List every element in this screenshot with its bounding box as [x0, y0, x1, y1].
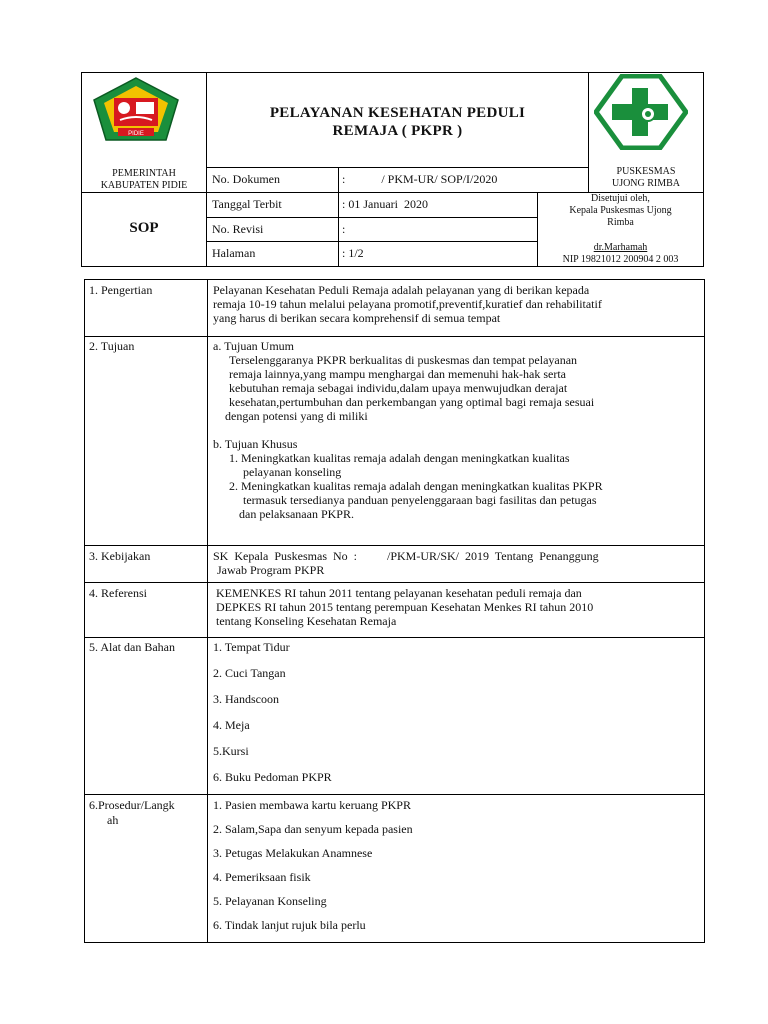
field-value-halaman: : 1/2	[342, 246, 364, 260]
referensi-line: DEPKES RI tahun 2015 tentang perempuan Kesehatan Menkes RI tahun 2010	[216, 600, 594, 614]
section-body-tujuan	[213, 339, 701, 521]
approval-line1: Disetujui oleh,	[591, 193, 650, 204]
kebijakan-line: SK Kepala Puskesmas No : /PKM-UR/SK/ 2019 Tentang Penanggung	[213, 549, 599, 563]
field-value-no-revisi: :	[342, 222, 346, 236]
sop-label: SOP	[129, 220, 159, 236]
section-body-pengertian	[213, 283, 701, 325]
field-label-tanggal-terbit: Tanggal Terbit	[212, 197, 282, 211]
field-label-no-revisi: No. Revisi	[212, 222, 264, 236]
referensi-line: KEMENKES RI tahun 2011 tentang pelayanan kesehatan peduli remaja dan	[216, 586, 582, 600]
field-value-no-dokumen: : / PKM-UR/ SOP/I/2020	[342, 172, 498, 186]
kebijakan-line: Jawab Program PKPR	[217, 563, 325, 577]
prosedur-item: 4. Pemeriksaan fisik	[213, 870, 311, 884]
right-org-line1: PUSKESMAS	[616, 166, 676, 177]
tujuan-khusus-line: 2. Meningkatkan kualitas remaja adalah dengan meningkatkan kualitas PKPR	[229, 479, 603, 493]
tujuan-khusus-line: termasuk tersedianya panduan penyelenggaraan bagi fasilitas dan petugas	[243, 493, 597, 507]
puskesmas-cross-icon	[594, 74, 688, 150]
field-value-tanggal-terbit: : 01 Januari 2020	[342, 197, 428, 211]
alat-item: 1. Tempat Tidur	[213, 640, 290, 654]
alat-item: 5.Kursi	[213, 744, 249, 758]
pidie-regency-emblem-icon	[92, 76, 180, 142]
page-title	[207, 104, 588, 140]
pengertian-line: yang harus di berikan secara komprehensif di semua tempat	[213, 311, 501, 325]
section-label-alat-bahan: 5. Alat dan Bahan	[89, 640, 175, 654]
approval-nip: NIP 19821012 200904 2 003	[562, 254, 679, 265]
section-label-prosedur	[89, 798, 207, 828]
tujuan-umum-heading: a. Tujuan Umum	[213, 339, 295, 353]
field-label-no-dokumen: No. Dokumen	[212, 172, 280, 186]
approval-name: dr.Marhamah	[593, 242, 648, 253]
left-org-line1: PEMERINTAH	[112, 168, 176, 179]
tujuan-khusus-line: dan pelaksanaan PKPR.	[239, 507, 354, 521]
left-logo-label: PIDIE	[128, 131, 144, 137]
tujuan-umum-line: Terselenggaranya PKPR berkualitas di puskesmas dan tempat pelayanan	[229, 353, 578, 367]
alat-item: 6. Buku Pedoman PKPR	[213, 770, 332, 784]
prosedur-item: 1. Pasien membawa kartu keruang PKPR	[213, 798, 411, 812]
field-label-halaman: Halaman	[212, 246, 256, 260]
section-body-referensi	[216, 586, 701, 628]
left-org-name	[82, 168, 206, 192]
pengertian-line: remaja 10-19 tahun melalui pelayana promotif,preventif,kuratief dan rehabilitatif	[213, 297, 602, 311]
section-label-kebijakan: 3. Kebijakan	[89, 549, 151, 563]
prosedur-item: 5. Pelayanan Konseling	[213, 894, 327, 908]
tujuan-umum-line: kebutuhan remaja sebagai individu,dalam upaya menwujudkan derajat	[229, 381, 568, 395]
approval-block	[538, 193, 703, 229]
title-line1: PELAYANAN KESEHATAN PEDULI	[269, 105, 526, 121]
left-org-line2: KABUPATEN PIDIE	[100, 180, 188, 191]
section-body-alat-bahan	[213, 640, 701, 796]
pengertian-line: Pelayanan Kesehatan Peduli Remaja adalah pelayanan yang di berikan kepada	[213, 283, 590, 297]
section-body-kebijakan	[213, 549, 701, 577]
right-org-name	[589, 166, 703, 190]
tujuan-khusus-line: pelayanan konseling	[243, 465, 342, 479]
approval-line3: Rimba	[607, 217, 634, 228]
alat-item: 3. Handscoon	[213, 692, 279, 706]
section-label-referensi: 4. Referensi	[89, 586, 147, 600]
prosedur-item: 3. Petugas Melakukan Anamnese	[213, 846, 373, 860]
prosedur-label-line2: ah	[107, 813, 119, 827]
section-label-tujuan: 2. Tujuan	[89, 339, 135, 353]
referensi-line: tentang Konseling Kesehatan Remaja	[216, 614, 397, 628]
approval-signatory	[538, 242, 703, 266]
alat-item: 2. Cuci Tangan	[213, 666, 286, 680]
prosedur-item: 6. Tindak lanjut rujuk bila perlu	[213, 918, 366, 932]
approval-line2: Kepala Puskesmas Ujong	[569, 205, 672, 216]
tujuan-umum-line: remaja lainnya,yang mampu menghargai dan memenuhi hak-hak serta	[229, 367, 566, 381]
prosedur-label-line1: 6.Prosedur/Langk	[89, 798, 175, 812]
tujuan-khusus-line: 1. Meningkatkan kualitas remaja adalah dengan meningkatkan kualitas	[229, 451, 570, 465]
tujuan-umum-line: dengan potensi yang di miliki	[225, 409, 368, 423]
alat-item: 4. Meja	[213, 718, 250, 732]
section-label-pengertian: 1. Pengertian	[89, 283, 153, 297]
prosedur-item: 2. Salam,Sapa dan senyum kepada pasien	[213, 822, 413, 836]
section-body-prosedur	[213, 798, 701, 942]
tujuan-umum-line: kesehatan,pertumbuhan dan perkembangan yang optimal bagi remaja sesuai	[229, 395, 595, 409]
tujuan-khusus-heading: b. Tujuan Khusus	[213, 437, 298, 451]
title-line2: REMAJA ( PKPR )	[332, 123, 463, 139]
right-org-line2: UJONG RIMBA	[611, 178, 681, 189]
